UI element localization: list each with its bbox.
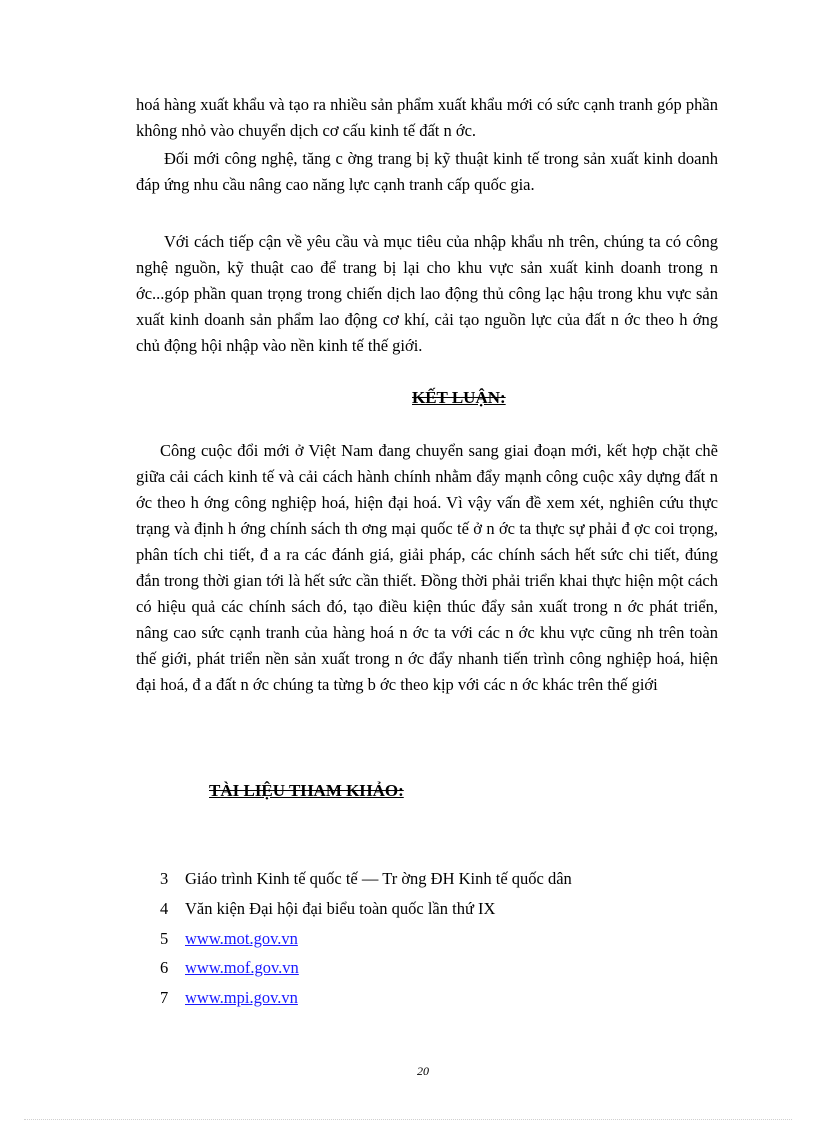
reference-number: 5 xyxy=(160,928,169,948)
reference-number: 3 xyxy=(160,869,169,888)
references-list xyxy=(160,864,572,1013)
reference-link-mpi[interactable]: www.mpi.gov.vn xyxy=(185,988,298,1008)
page-number: 20 xyxy=(417,1064,429,1078)
reference-link-mof[interactable]: www.mof.gov.vn xyxy=(185,958,299,978)
reference-text: Giáo trình Kinh tế quốc tế — Tr ờng ĐH Kinh tế quốc dân xyxy=(185,869,572,888)
reference-number: 6 xyxy=(160,958,169,978)
paragraph-conclusion: Công cuộc đổi mới ở Việt Nam đang chuyển sang giai đoạn mới, kết hợp chặt chẽ giữa cải cách kinh tế và cải cách hành chính nhằm đẩy mạnh công cuộc xây dựng đất n ớc theo h ớng công nghiệp hoá, hiện đại hoá. Vì vậy vấn đề xem xét, nghiên cứu thực trạng và định h ớng chính sách th ơng mại quốc tế ở n ớc ta thực sự phải đ ợc coi trọng, phân tích chi tiết, đ a ra các đánh giá, giải pháp, các chính sách hết sức chi tiết, đúng đắn trong thời gian tới là hết sức cần thiết. Đồng thời phải triển khai thực hiện một cách có hiệu quả các chính sách đó, tạo điều kiện thúc đẩy sản xuất trong n ớc phát triển, nâng cao sức cạnh tranh của hàng hoá n ớc ta với các n ớc khu vực cũng nh trên toàn thế giới, phát triển nền sản xuất trong n ớc đẩy nhanh tiến trình công nghiệp hoá, hiện đại hoá, đ a đất n ớc chúng ta từng b ớc theo kịp với các n ớc khác trên thế giới xyxy=(136,441,718,694)
reference-text: Văn kiện Đại hội đại biểu toàn quốc lần thứ IX xyxy=(185,898,496,918)
paragraph-export-competitiveness: hoá hàng xuất khẩu và tạo ra nhiều sản phẩm xuất khẩu mới có sức cạnh tranh góp phần không nhỏ vào chuyển dịch cơ cấu kinh tế đất n ớc. xyxy=(136,95,718,140)
reference-item xyxy=(160,924,572,954)
conclusion-heading: KẾT LUẬN: xyxy=(412,388,506,407)
reference-number: 4 xyxy=(160,898,169,918)
reference-item xyxy=(160,953,572,983)
reference-link-mot[interactable]: www.mot.gov.vn xyxy=(185,928,298,948)
page-bottom-divider xyxy=(24,1119,792,1120)
reference-number: 7 xyxy=(160,988,169,1008)
reference-item xyxy=(160,983,572,1013)
references-heading: TÀI LIỆU THAM KHẢO: xyxy=(209,781,404,800)
reference-item xyxy=(160,894,572,924)
paragraph-technology-renewal: Đối mới công nghệ, tăng c ờng trang bị kỹ thuật kinh tế trong sản xuất kinh doanh đáp ứng nhu cầu nâng cao năng lực cạnh tranh cấp quốc gia. xyxy=(136,149,718,194)
paragraph-import-approach: Với cách tiếp cận về yêu cầu và mục tiêu của nhập khẩu nh trên, chúng ta có công nghệ nguồn, kỹ thuật cao để trang bị lại cho khu vực sản xuất kinh doanh trong n ớc...góp phần quan trọng trong chiến dịch lao động thủ công lạc hậu trong khu vực sản xuất kinh doanh sản phẩm lao động cơ khí, cải tạo nguồn lực của đất n ớc theo h ớng chủ động hội nhập vào nền kinh tế thế giới. xyxy=(136,232,718,355)
reference-item xyxy=(160,864,572,894)
